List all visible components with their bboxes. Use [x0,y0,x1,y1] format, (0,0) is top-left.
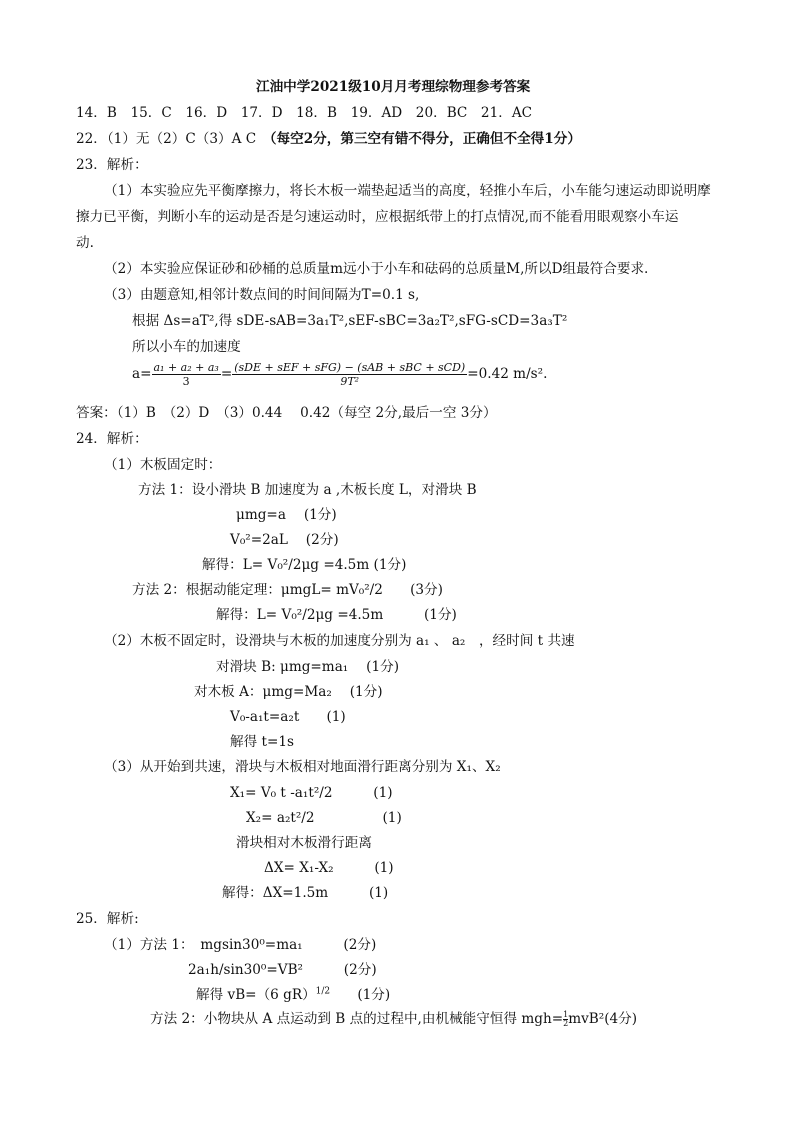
q25-l4-text: 方法 2：小物块从 A 点运动到 B 点的过程中,由机械能守恒得 mgh= [150,1011,564,1027]
formula-lhs: a= [132,366,152,382]
q23-p5: 所以小车的加速度 [132,339,241,355]
q24-head: 24．解析： [76,431,148,447]
q23-p1a: （1）本实验应先平衡摩擦力，将长木板一端垫起适当的高度，轻推小车后，小车能匀速运动即说明摩 [104,183,711,199]
q22-answer: 22．（1）无（2）C（3）A C [76,131,270,147]
q24-e6: 对木板 A：μmg=Ma₂ (1分) [194,684,383,700]
q23-answer: 答案：（1）B （2）D （3）0.44 0.42（每空 2分,最后一空 3分） [76,405,497,421]
q22-line [76,130,581,148]
q25-l3-text: 解得 vB=（6 gR） [196,987,316,1003]
q24-e9: X₁= V₀ t -a₁t²/2 (1) [230,785,393,801]
q24-e12: ΔX= X₁-X₂ (1) [264,860,394,876]
q24-e8: 解得 t=1s [230,734,294,750]
q24-e7: V₀-a₁t=a₂t (1) [230,709,346,725]
q23-p3: （3）由题意知,相邻计数点间的时间间隔为T=0.1 s, [104,287,420,303]
q23-formula [132,360,547,388]
q25-l3 [196,986,390,1004]
q25-l4-frac-den: 2 [563,1019,569,1028]
formula-result: =0.42 m/s². [467,366,548,382]
q25-l1: （1）方法 1： mgsin30⁰=ma₁ (2分) [104,937,377,953]
q25-l4-tail: mvB²(4分) [568,1011,638,1027]
q22-note: （每空2分，第三空有错不得分，正确但不全得1分） [269,131,581,147]
q24-e2: V₀²=2aL (2分) [230,532,339,548]
q23-p4: 根据 Δs=aT²,得 sDE-sAB=3a₁T²,sEF-sBC=3a₂T²,sFG-sCD=3a₃T² [132,313,568,329]
formula-num2: (sDE + sEF + sFG) − (sAB + sBC + sCD) [234,361,466,374]
q25-head: 25．解析: [76,911,139,927]
q25-l3-exponent: 1/2 [315,986,331,997]
q24-s2: （2）木板不固定时，设滑块与木板的加速度分别为 a₁ 、 a₂ ，经时间 t 共速 [104,633,575,649]
q24-m2: 方法 2：根据动能定理：μmgL= mV₀²/2 (3分) [132,582,443,598]
q24-e3: 解得：L= V₀²/2μg =4.5m (1分) [202,557,407,573]
q24-s1: （1）木板固定时： [104,457,222,473]
q24-s3: （3）从开始到共速，滑块与木板相对地面滑行距离分别为 X₁、X₂ [104,759,501,775]
q24-m1: 方法 1：设小滑块 B 加速度为 a ,木板长度 L，对滑块 B [138,482,477,498]
q24-e4: 解得：L= V₀²/2μg =4.5m (1分) [216,607,457,623]
q25-l4-frac-num: 1 [563,1010,569,1019]
q25-l3-score: (1分) [330,987,391,1003]
formula-eq: = [220,366,233,382]
formula-num1: a₁ + a₂ + a₃ [153,361,219,374]
q25-l2: 2a₁h/sin30⁰=VB² (2分) [188,962,377,978]
q24-e10: X₂= a₂t²/2 (1) [246,810,402,826]
q24-e1: μmg=a (1分) [236,507,337,523]
q23-p1b: 擦力已平衡，判断小车的运动是否是匀速运动时，应根据纸带上的打点情况,而不能看用眼观察小车运 [76,209,679,225]
formula-den1: 3 [182,375,190,388]
formula-den2: 9T² [340,375,360,388]
page-title: 江油中学2021级10月月考理综物理参考答案 [256,79,531,95]
q24-e5: 对滑块 B: μmg=ma₁ (1分) [216,659,400,675]
formula-fraction-2 [232,361,467,388]
q23-p1c: 动. [76,235,94,251]
q23-p2: （2）本实验应保证砂和砂桶的总质量m远小于小车和砝码的总质量M,所以D组最符合要求. [104,261,649,277]
formula-fraction-1 [152,361,221,388]
answers-14-21: 14．B 15．C 16．D 17．D 18．B 19．AD 20．BC 21．AC [76,105,533,121]
q24-e13: 解得：ΔX=1.5m (1) [222,885,389,901]
q25-l4 [150,1008,637,1030]
q23-head: 23．解析： [76,157,148,173]
q24-e11: 滑块相对木板滑行距离 [236,835,372,851]
